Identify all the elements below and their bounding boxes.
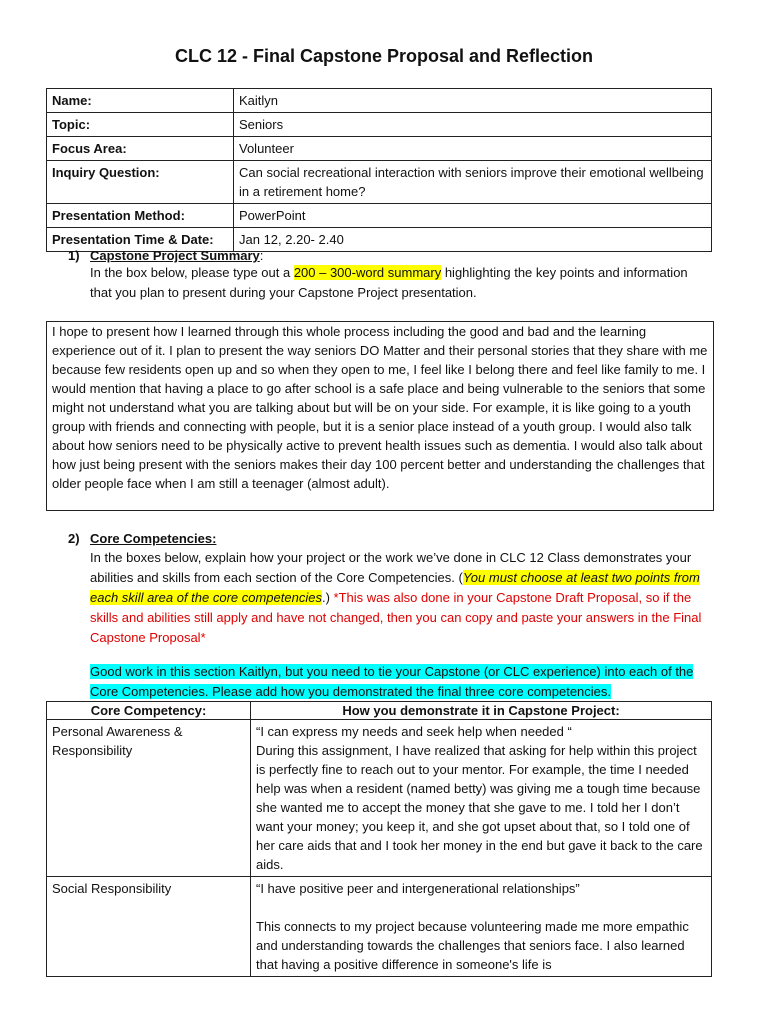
column-header-demonstration: How you demonstrate it in Capstone Project: [251, 702, 712, 720]
highlighted-requirement: You must choose at least two points from each skill area of the core competencies [90, 570, 700, 605]
column-header-competency: Core Competency: [47, 702, 251, 720]
competency-answer[interactable] [251, 877, 712, 977]
info-table [46, 88, 712, 252]
section-2-heading [68, 529, 216, 549]
info-value: Can social recreational interaction with seniors improve their emotional wellbeing in a retirement home? [234, 161, 712, 204]
info-value: Volunteer [234, 137, 712, 161]
feedback-highlight: Good work in this section Kaitlyn, but you need to tie your Capstone (or CLC experience) into each of the Core Competencies. Please add how you demonstrated the final three core competencies. [90, 664, 694, 699]
red-note: *This was also done in your Capstone Draft Proposal, so if the skills and abilities still apply and have not changed, then you can copy and paste your answers in the Final Capstone Proposal* [90, 590, 702, 645]
table-row [47, 877, 712, 977]
info-value: Kaitlyn [234, 89, 712, 113]
summary-answer-box[interactable]: I hope to present how I learned through this whole process including the good and bad and the learning experience out of it. I plan to present the way seniors DO Matter and their personal stories that they share with me because few residents open up and so when they open to me, I feel like I belong there and feel like family to me. I would mention that having a place to go after school is a safe place and being vulnerable to the seniors that some might not understand what you are talking about but will be on your side. For example, it is like going to a youth group with friends and connecting with people, but it is a senior place instead of a youth group. I would also talk about how seniors need to be physically active to prevent health issues such as dementia. I would also talk about how just being present with the seniors makes their day 100 percent better and understanding the challenges that older people face when I am still a teenager (almost adult). [46, 321, 714, 511]
highlighted-word-count: 200 – 300-word summary [293, 265, 442, 280]
info-value: PowerPoint [234, 204, 712, 228]
core-competency-table [46, 701, 712, 977]
table-row [47, 720, 712, 877]
competency-quote: “I can express my needs and seek help when needed “ [256, 724, 572, 739]
competency-answer[interactable] [251, 720, 712, 877]
heading-colon: : [259, 248, 264, 263]
section-2-instructions [90, 548, 710, 648]
info-label: Presentation Method: [47, 204, 234, 228]
info-row-focus-area [47, 137, 712, 161]
info-label: Inquiry Question: [47, 161, 234, 204]
section-number: 2) [68, 531, 80, 546]
info-label: Focus Area: [47, 137, 234, 161]
section-1-instructions [90, 263, 710, 303]
instruction-text: .) [321, 590, 334, 605]
competency-text: During this assignment, I have realized that asking for help within this project is perfectly fine to reach out to your mentor. For example, the time I needed help was when a resident (named betty) was giving me a tough time because she wanted me to accept the money that she gave to me. I told her I don’t want your money; you keep it, and she got upset about that, so I told one of her care aids that and I took her money in the end but gave it back to the care aids. [256, 743, 703, 872]
info-value: Seniors [234, 113, 712, 137]
section-title: Core Competencies: [90, 531, 217, 546]
competency-text: This connects to my project because volunteering made me more empathic and understanding towards the challenges that seniors face. I also learned that having a positive difference in someone's life is [256, 919, 689, 972]
info-row-presentation-method [47, 204, 712, 228]
instruction-text: In the box below, please type out a [90, 265, 294, 280]
spacer [256, 898, 706, 917]
competency-name: Social Responsibility [47, 877, 251, 977]
info-value: Jan 12, 2.20- 2.40 [234, 228, 712, 252]
competency-quote: “I have positive peer and intergenerational relationships” [256, 881, 580, 896]
instruction-text: In the boxes below, explain how your project or the work we’ve done in CLC 12 Class demonstrates your abilities and skills from each section of the Core Competencies. ( [90, 550, 692, 585]
instruction-text: highlighting the key points and information that you plan to present during your Capstone Project presentation. [90, 265, 688, 300]
info-row-topic [47, 113, 712, 137]
info-row-inquiry-question [47, 161, 712, 204]
info-row-name [47, 89, 712, 113]
teacher-feedback [90, 662, 710, 702]
table-header-row [47, 702, 712, 720]
competency-name: Personal Awareness & Responsibility [47, 720, 251, 877]
info-label: Presentation Time & Date: [47, 228, 234, 252]
info-label: Name: [47, 89, 234, 113]
document-title: CLC 12 - Final Capstone Proposal and Reflection [174, 46, 594, 66]
section-title: Capstone Project Summary [90, 248, 260, 263]
section-number: 1) [68, 248, 80, 263]
info-label: Topic: [47, 113, 234, 137]
